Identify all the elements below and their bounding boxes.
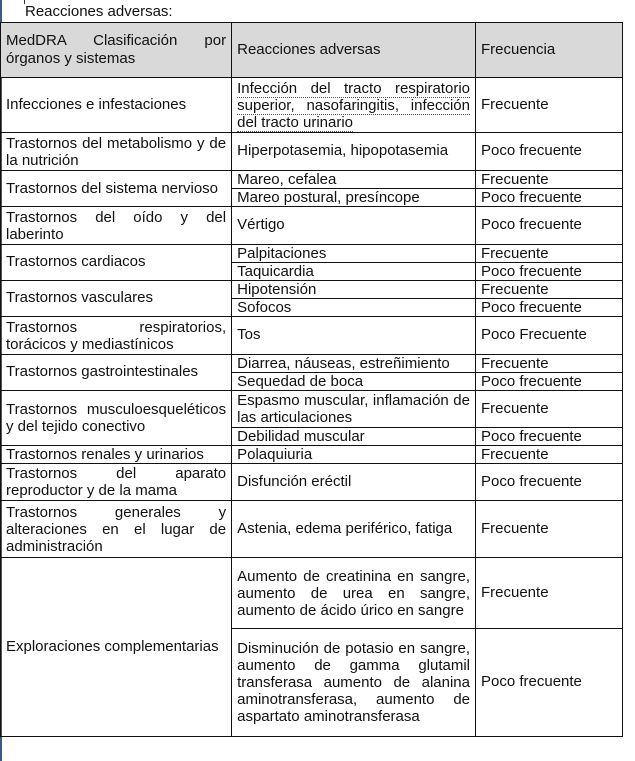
frequency-cell: Frecuente (476, 558, 623, 629)
reaction-cell: Mareo postural, presíncope (232, 189, 476, 207)
organ-cell: Trastornos cardiacos (1, 245, 232, 281)
table-row (1, 558, 623, 629)
frequency-cell: Frecuente (476, 171, 623, 189)
organ-cell: Trastornos del sistema nervioso (1, 171, 232, 207)
reaction-cell: Espasmo muscular, inflamación de las articulaciones (232, 391, 476, 428)
reaction-cell: Aumento de creatinina en sangre, aumento de urea en sangre, aumento de ácido úrico en sangre (232, 558, 476, 629)
table-row (1, 78, 623, 133)
organ-cell: Trastornos respiratorios, torácicos y mediastínicos (1, 317, 232, 355)
frequency-cell: Frecuente (476, 245, 623, 263)
reaction-cell: Tos (232, 317, 476, 355)
frequency-cell: Poco frecuente (476, 299, 623, 317)
reaction-cell: Taquicardia (232, 263, 476, 281)
reaction-cell: Disfunción eréctil (232, 464, 476, 501)
table-row (1, 446, 623, 464)
frequency-cell: Poco frecuente (476, 629, 623, 737)
reaction-text: Infección del tracto respiratorio superior, nasofaringitis, infección del tracto urinario (237, 79, 470, 131)
frequency-cell: Frecuente (476, 391, 623, 428)
organ-cell: Trastornos generales y alteraciones en el lugar de administración (1, 501, 232, 558)
reaction-cell: Disminución de potasio en sangre, aumento de gamma glutamil transferasa aumento de alanina aminotransferasa, aumento de aspartato aminotransferasa (232, 629, 476, 737)
frequency-cell: Poco frecuente (476, 464, 623, 501)
reaction-cell: Debilidad muscular (232, 428, 476, 446)
organ-cell: Trastornos renales y urinarios (1, 446, 232, 464)
organ-cell: Trastornos del metabolismo y de la nutrición (1, 133, 232, 171)
table-caption: Reacciones adversas: (25, 3, 173, 20)
table-row (1, 281, 623, 299)
table-row (1, 245, 623, 263)
table-row (1, 501, 623, 558)
organ-cell: Trastornos gastrointestinales (1, 355, 232, 391)
table-row (1, 355, 623, 373)
organ-cell: Trastornos del aparato reproductor y de la mama (1, 464, 232, 501)
table-row (1, 464, 623, 501)
header-organ-class: MedDRA Clasificación por órganos y sistemas (1, 23, 232, 78)
organ-cell: Trastornos vasculares (1, 281, 232, 317)
frequency-cell: Poco Frecuente (476, 317, 623, 355)
organ-cell: Trastornos musculoesqueléticos y del tejido conectivo (1, 391, 232, 446)
frequency-cell: Frecuente (476, 281, 623, 299)
reaction-cell: Sofocos (232, 299, 476, 317)
frequency-cell: Poco frecuente (476, 189, 623, 207)
table-header-row (1, 23, 623, 78)
header-frequency: Frecuencia (476, 23, 623, 78)
reaction-cell (232, 78, 476, 133)
header-reactions: Reacciones adversas (232, 23, 476, 78)
frequency-cell: Frecuente (476, 355, 623, 373)
reaction-cell: Diarrea, náuseas, estreñimiento (232, 355, 476, 373)
table-row (1, 133, 623, 171)
frequency-cell: Frecuente (476, 446, 623, 464)
table-row (1, 391, 623, 428)
frequency-cell: Frecuente (476, 501, 623, 558)
frequency-cell: Poco frecuente (476, 207, 623, 245)
reaction-cell: Sequedad de boca (232, 373, 476, 391)
frequency-cell: Poco frecuente (476, 263, 623, 281)
reaction-cell: Astenia, edema periférico, fatiga (232, 501, 476, 558)
frequency-cell: Poco frecuente (476, 373, 623, 391)
frequency-cell: Frecuente (476, 78, 623, 133)
table-row (1, 207, 623, 245)
reaction-cell: Hiperpotasemia, hipopotasemia (232, 133, 476, 171)
reaction-cell: Palpitaciones (232, 245, 476, 263)
organ-cell: Trastornos del oído y del laberinto (1, 207, 232, 245)
frequency-cell: Poco frecuente (476, 133, 623, 171)
reaction-cell: Vértigo (232, 207, 476, 245)
frequency-cell: Poco frecuente (476, 428, 623, 446)
table-row (1, 317, 623, 355)
adverse-reactions-table (0, 22, 623, 737)
organ-cell: Infecciones e infestaciones (1, 78, 232, 133)
reaction-cell: Polaquiuria (232, 446, 476, 464)
table-row (1, 171, 623, 189)
reaction-cell: Mareo, cefalea (232, 171, 476, 189)
reaction-cell: Hipotensión (232, 281, 476, 299)
organ-cell: Exploraciones complementarias (1, 558, 232, 737)
